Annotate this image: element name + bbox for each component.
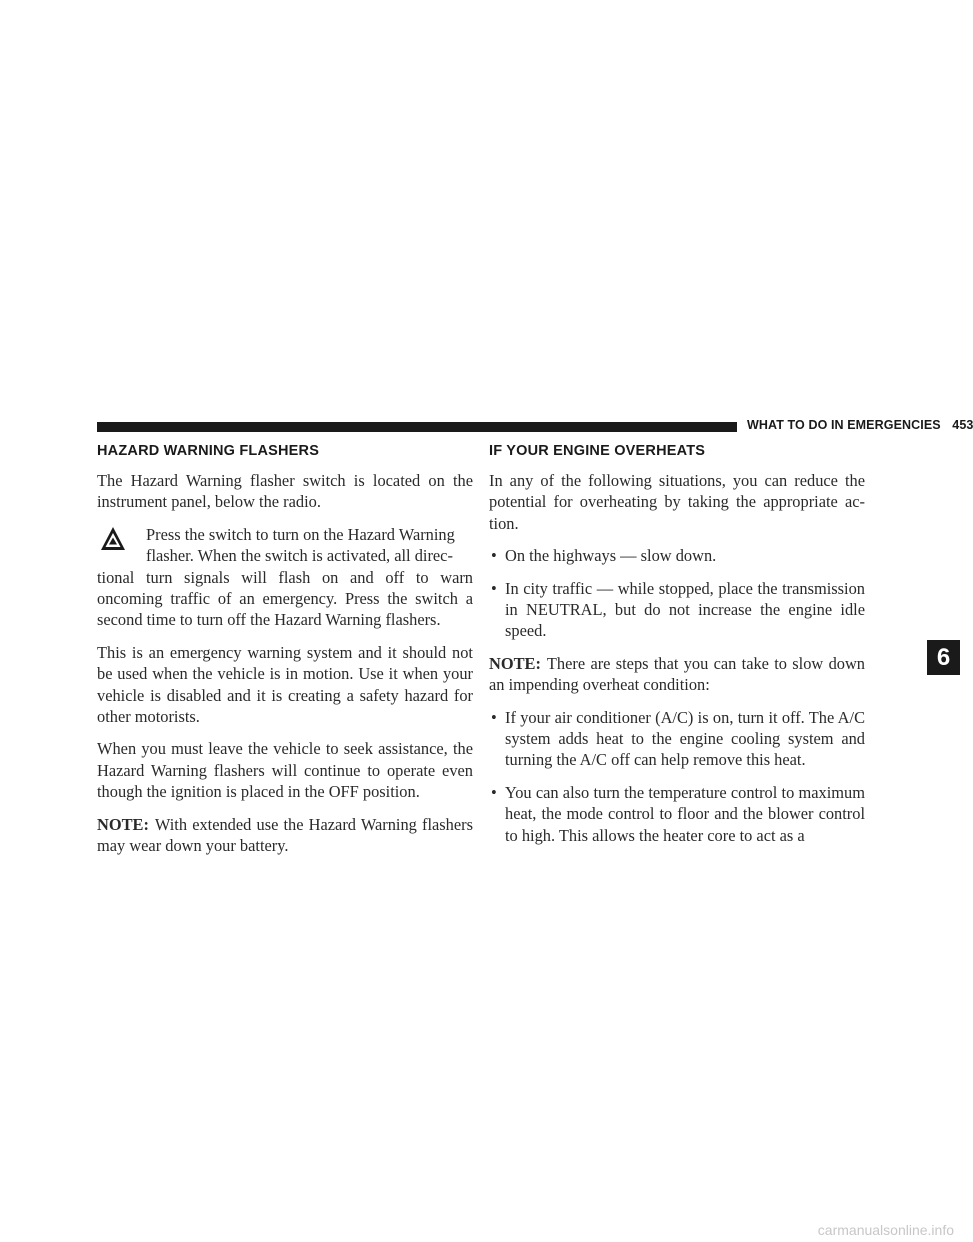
hazard-warning-triangle-icon: [100, 526, 126, 552]
hazard-switch-rest: tional turn signals will flash on and off to warn oncoming traffic of an emergency. Press the switch a second time to turn off the Hazard Warning flashers.: [97, 567, 473, 630]
hazard-switch-paragraph: [97, 524, 473, 631]
list-item: [489, 578, 865, 642]
running-header: [747, 418, 973, 432]
overheat-intro: In any of the following situations, you can reduce the potential for overheating by taking the appropriate ac-tion.: [489, 471, 865, 533]
list-item-text: You can also turn the temperature control to maximum heat, the mode control to floor and the blower control to high. This allows the heater core to act as a: [505, 782, 865, 845]
bullet-icon: •: [491, 782, 497, 802]
list-item: [489, 545, 865, 566]
note-label: NOTE:: [97, 814, 149, 834]
hazard-leave-vehicle-paragraph: When you must leave the vehicle to seek assistance, the Hazard Warning flashers will continue to operate even though the ignition is placed in the OFF position.: [97, 739, 473, 802]
overheat-note: [489, 653, 865, 696]
note-text: There are steps that you can take to slow down an impending overheat condition:: [489, 653, 865, 695]
list-item: [489, 707, 865, 771]
header-rule: [97, 422, 737, 432]
hazard-note: [97, 814, 473, 857]
hazard-switch-line-1: Press the switch to turn on the Hazard Warning: [146, 524, 455, 544]
note-text: With extended use the Hazard Warning flashers may wear down your battery.: [97, 814, 473, 856]
hazard-intro: The Hazard Warning flasher switch is located on the instrument panel, below the radio.: [97, 471, 473, 512]
bullet-icon: •: [491, 578, 497, 598]
list-item: [489, 782, 865, 846]
hazard-switch-line-2: flasher. When the switch is activated, all direc-: [146, 546, 453, 566]
note-label: NOTE:: [489, 653, 541, 673]
bullet-icon: •: [491, 546, 497, 566]
chapter-tab: 6: [927, 640, 960, 675]
left-column: [97, 442, 473, 868]
watermark: carmanualsonline.info: [817, 1222, 954, 1238]
overheat-steps-list: [489, 707, 865, 846]
right-column: [489, 442, 865, 857]
bullet-icon: •: [491, 707, 497, 727]
overheat-situations-list: [489, 545, 865, 642]
overheat-heading: IF YOUR ENGINE OVERHEATS: [489, 443, 706, 459]
list-item-text: On the highways — slow down.: [505, 546, 717, 566]
hazard-heading: HAZARD WARNING FLASHERS: [97, 443, 320, 459]
hazard-usage-paragraph: This is an emergency warning system and it should not be used when the vehicle is in motion. Use it when your vehicle is disabled and it is creating a safety hazard for other motorists.: [97, 642, 473, 727]
section-title: WHAT TO DO IN EMERGENCIES: [747, 418, 941, 432]
list-item-text: If your air conditioner (A/C) is on, turn it off. The A/C system adds heat to the engine cooling system and turning the A/C off can help remove this heat.: [505, 707, 865, 770]
list-item-text: In city traffic — while stopped, place the transmission in NEUTRAL, but do not increase the engine idle speed.: [505, 578, 865, 641]
page-number: 453: [952, 418, 973, 432]
